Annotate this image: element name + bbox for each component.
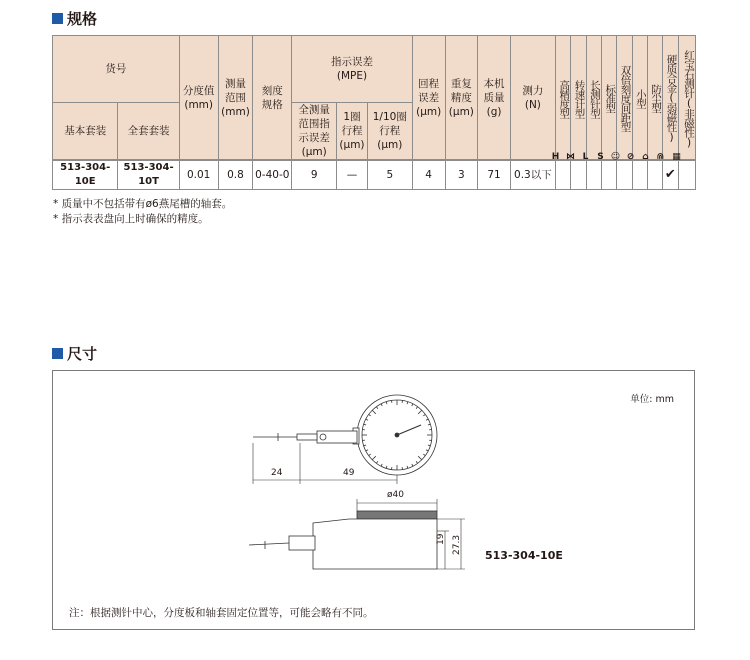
section-marker-icon bbox=[52, 13, 63, 24]
cell-repeatability: 3 bbox=[445, 161, 478, 190]
cell-check-standard bbox=[601, 161, 616, 190]
carbide-icon: ⋒ bbox=[656, 151, 665, 162]
header-type-carbide: 硬质合金(弱磁性) bbox=[663, 36, 678, 160]
cell-full-set: 513-304-10T bbox=[118, 161, 179, 190]
dimension-note: 注：根据测针中心，分度板和轴套固定位置等，可能会略有不同。 bbox=[69, 607, 374, 619]
cell-check-dustproof bbox=[647, 161, 662, 190]
dim-d40: ø40 bbox=[387, 490, 404, 500]
header-mpe-10rev: 1/10圈 行程 (μm) bbox=[367, 103, 412, 160]
dial-indicator-side-view bbox=[249, 511, 437, 569]
double-scale-icon: ☺ bbox=[610, 151, 621, 162]
header-mpe-full: 全测量 范围指 示误差 (μm) bbox=[292, 103, 337, 160]
header-type-small: 小型 bbox=[632, 36, 647, 160]
header-type-dustproof: 防尘型 bbox=[647, 36, 662, 160]
header-range: 测量 范围 (mm) bbox=[218, 36, 253, 160]
dim-24: 24 bbox=[271, 468, 283, 478]
note-mass: * 质量中不包括带有ø6燕尾槽的轴套。 bbox=[53, 198, 233, 210]
unit-label: 单位: mm bbox=[630, 394, 674, 405]
dimension-drawing-box bbox=[52, 370, 695, 630]
long-stylus-icon: L bbox=[582, 151, 589, 162]
cell-check-tachometer bbox=[571, 161, 586, 190]
model-label: 513-304-10E bbox=[485, 549, 563, 562]
cell-scale: 0-40-0 bbox=[253, 161, 292, 190]
cell-check-high-precision bbox=[555, 161, 570, 190]
cell-mpe-10rev: 5 bbox=[367, 161, 412, 190]
header-basic-set: 基本套装 bbox=[53, 103, 118, 160]
dim-19: 19 bbox=[436, 533, 446, 545]
type-icon-strip bbox=[548, 150, 685, 164]
standard-icon: S bbox=[597, 151, 604, 162]
header-type-long-stylus: 长测针型 bbox=[586, 36, 601, 160]
header-graduation: 分度值 (mm) bbox=[179, 36, 218, 160]
tachometer-icon: ⋈ bbox=[566, 151, 575, 162]
ruby-icon: ▦ bbox=[672, 151, 681, 162]
notes bbox=[53, 197, 232, 227]
header-item-no: 货号 bbox=[53, 36, 180, 103]
spec-section-title: 规格 bbox=[52, 8, 97, 29]
cell-mpe-full: 9 bbox=[292, 161, 337, 190]
cell-check-double-scale bbox=[617, 161, 632, 190]
header-repeatability: 重复 精度 (μm) bbox=[445, 36, 478, 160]
dimension-drawing bbox=[53, 371, 694, 629]
cell-mass: 71 bbox=[478, 161, 511, 190]
header-scale: 刻度 规格 bbox=[253, 36, 292, 160]
dustproof-icon: ⌂ bbox=[642, 151, 649, 162]
cell-basic-set: 513-304-10E bbox=[53, 161, 118, 190]
note-accuracy: * 指示表表盘向上时确保的精度。 bbox=[53, 213, 209, 225]
cell-check-small bbox=[632, 161, 647, 190]
cell-range: 0.8 bbox=[218, 161, 253, 190]
dim-27-3: 27.3 bbox=[452, 534, 462, 555]
header-type-tachometer: 转速计型 bbox=[571, 36, 586, 160]
dim-49: 49 bbox=[343, 468, 355, 478]
cell-check-ruby bbox=[678, 161, 696, 190]
section-marker-icon bbox=[52, 348, 63, 359]
header-type-high-precision: 高精度型 bbox=[555, 36, 570, 160]
high-precision-icon: H bbox=[551, 151, 560, 162]
small-icon: ⊘ bbox=[626, 151, 635, 162]
spec-table bbox=[52, 35, 696, 190]
header-force: 测力 (N) bbox=[510, 36, 555, 160]
cell-hysteresis: 4 bbox=[412, 161, 445, 190]
dial-indicator-top-view bbox=[253, 395, 437, 475]
table-row bbox=[53, 161, 696, 190]
cell-graduation: 0.01 bbox=[179, 161, 218, 190]
dim-section-title: 尺寸 bbox=[52, 343, 97, 364]
cell-mpe-1rev: — bbox=[337, 161, 368, 190]
header-hysteresis: 回程 误差 (μm) bbox=[412, 36, 445, 160]
header-mpe-1rev: 1圈 行程 (μm) bbox=[337, 103, 368, 160]
cell-check-carbide: ✔ bbox=[663, 161, 678, 190]
cell-check-long-stylus bbox=[586, 161, 601, 190]
header-full-set: 全套套装 bbox=[118, 103, 179, 160]
cell-force: 0.3以下 bbox=[510, 161, 555, 190]
header-type-double-scale: 双倍刻度间距型 bbox=[617, 36, 632, 160]
header-type-standard: 标准型 bbox=[601, 36, 616, 160]
header-type-ruby: 红宝石测针(非磁性) bbox=[678, 36, 696, 160]
header-mass: 本机 质量 (g) bbox=[478, 36, 511, 160]
header-mpe: 指示误差 (MPE) bbox=[292, 36, 413, 103]
